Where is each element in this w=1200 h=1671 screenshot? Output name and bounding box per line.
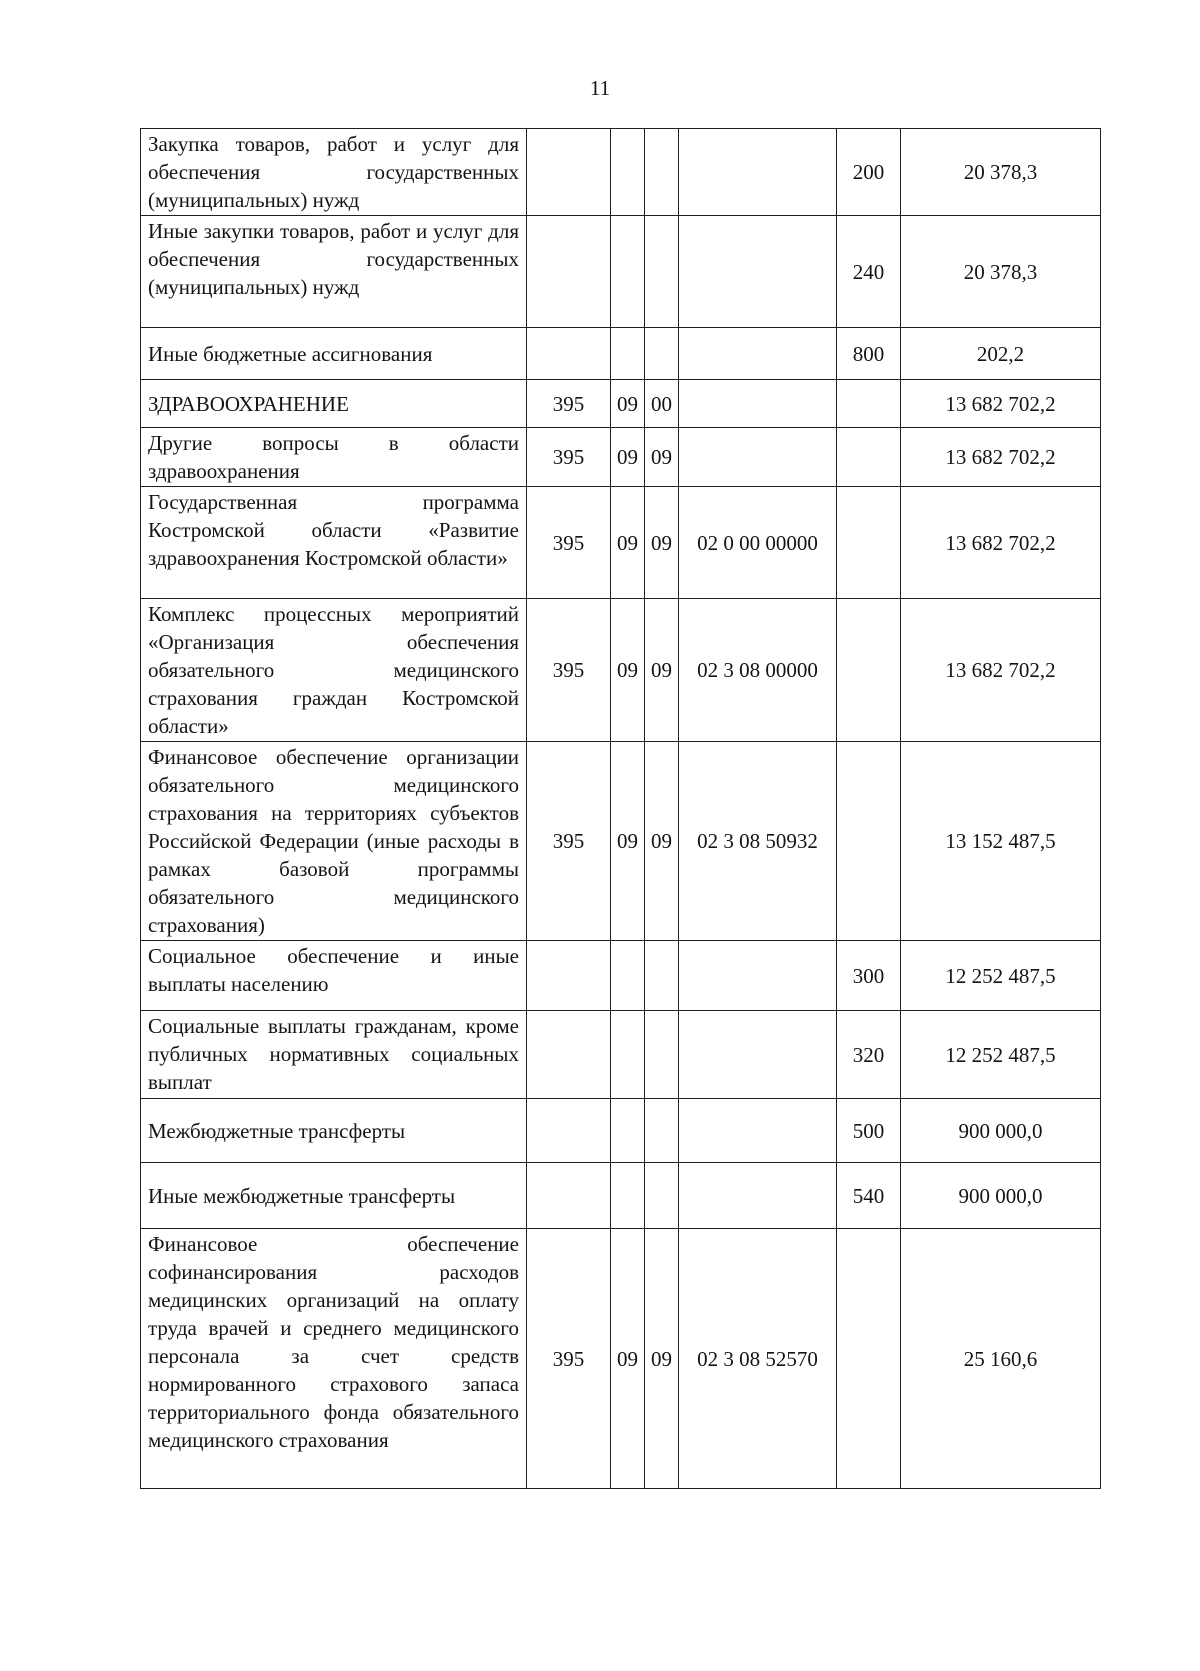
row-section (611, 1011, 645, 1099)
row-name: Государственная программа Костромской области «Развитие здравоохранения Костромской области» (141, 487, 527, 599)
row-expense-type: 800 (837, 328, 901, 380)
row-target-code: 02 3 08 00000 (679, 599, 837, 742)
row-target-code (679, 1099, 837, 1163)
row-section: 09 (611, 599, 645, 742)
row-target-code (679, 380, 837, 428)
row-expense-type: 200 (837, 129, 901, 216)
row-target-code (679, 1011, 837, 1099)
row-grbs: 395 (527, 487, 611, 599)
row-expense-type (837, 428, 901, 487)
row-section (611, 216, 645, 328)
table-row (141, 1163, 1101, 1229)
row-target-code (679, 428, 837, 487)
table-row (141, 1099, 1101, 1163)
row-section (611, 328, 645, 380)
row-section: 09 (611, 428, 645, 487)
row-subsection (645, 216, 679, 328)
table-row (141, 941, 1101, 1011)
row-sum: 900 000,0 (901, 1099, 1101, 1163)
row-target-code (679, 1163, 837, 1229)
row-grbs: 395 (527, 742, 611, 941)
row-expense-type: 500 (837, 1099, 901, 1163)
row-subsection (645, 1099, 679, 1163)
row-name: Иные межбюджетные трансферты (141, 1163, 527, 1229)
row-sum: 13 152 487,5 (901, 742, 1101, 941)
row-name: Комплекс процессных мероприятий «Организация обеспечения обязательного медицинского страхования граждан Костромской области» (141, 599, 527, 742)
row-sum: 25 160,6 (901, 1229, 1101, 1489)
row-target-code (679, 129, 837, 216)
table-row (141, 380, 1101, 428)
table-row (141, 742, 1101, 941)
table-row (141, 216, 1101, 328)
row-section: 09 (611, 1229, 645, 1489)
row-grbs (527, 216, 611, 328)
row-sum: 13 682 702,2 (901, 599, 1101, 742)
row-target-code (679, 216, 837, 328)
row-subsection: 00 (645, 380, 679, 428)
table-row (141, 1229, 1101, 1489)
row-target-code: 02 3 08 50932 (679, 742, 837, 941)
row-grbs (527, 129, 611, 216)
row-subsection: 09 (645, 1229, 679, 1489)
row-subsection: 09 (645, 599, 679, 742)
row-grbs (527, 1163, 611, 1229)
row-expense-type: 540 (837, 1163, 901, 1229)
row-grbs (527, 328, 611, 380)
row-section: 09 (611, 487, 645, 599)
row-sum: 12 252 487,5 (901, 941, 1101, 1011)
row-name: Межбюджетные трансферты (141, 1099, 527, 1163)
row-name: ЗДРАВООХРАНЕНИЕ (141, 380, 527, 428)
row-name: Другие вопросы в области здравоохранения (141, 428, 527, 487)
budget-table (140, 128, 1101, 1489)
row-section (611, 941, 645, 1011)
row-grbs (527, 1011, 611, 1099)
row-sum: 13 682 702,2 (901, 428, 1101, 487)
row-target-code (679, 328, 837, 380)
row-subsection: 09 (645, 428, 679, 487)
row-subsection: 09 (645, 742, 679, 941)
row-sum: 12 252 487,5 (901, 1011, 1101, 1099)
row-subsection (645, 328, 679, 380)
row-name: Социальное обеспечение и иные выплаты населению (141, 941, 527, 1011)
row-section: 09 (611, 380, 645, 428)
row-grbs: 395 (527, 428, 611, 487)
row-grbs: 395 (527, 1229, 611, 1489)
row-sum: 13 682 702,2 (901, 487, 1101, 599)
table-row (141, 487, 1101, 599)
row-sum: 202,2 (901, 328, 1101, 380)
table-row (141, 599, 1101, 742)
row-section (611, 1163, 645, 1229)
row-grbs (527, 1099, 611, 1163)
row-name: Закупка товаров, работ и услуг для обеспечения государственных (муниципальных) нужд (141, 129, 527, 216)
table-row (141, 328, 1101, 380)
row-sum: 13 682 702,2 (901, 380, 1101, 428)
row-section (611, 129, 645, 216)
row-target-code (679, 941, 837, 1011)
row-sum: 900 000,0 (901, 1163, 1101, 1229)
row-target-code: 02 3 08 52570 (679, 1229, 837, 1489)
row-sum: 20 378,3 (901, 129, 1101, 216)
row-target-code: 02 0 00 00000 (679, 487, 837, 599)
row-sum: 20 378,3 (901, 216, 1101, 328)
row-expense-type: 320 (837, 1011, 901, 1099)
row-expense-type (837, 487, 901, 599)
row-expense-type (837, 742, 901, 941)
row-subsection (645, 129, 679, 216)
row-name: Финансовое обеспечение организации обязательного медицинского страхования на территориях субъектов Российской Федерации (иные расходы в рамках базовой программы обязательного медицинского страхования) (141, 742, 527, 941)
table-row (141, 1011, 1101, 1099)
row-name: Иные закупки товаров, работ и услуг для обеспечения государственных (муниципальных) нужд (141, 216, 527, 328)
row-section: 09 (611, 742, 645, 941)
row-subsection (645, 1163, 679, 1229)
row-name: Иные бюджетные ассигнования (141, 328, 527, 380)
row-expense-type: 300 (837, 941, 901, 1011)
row-name: Финансовое обеспечение софинансирования расходов медицинских организаций на оплату труда врачей и среднего медицинского персонала за счет средств нормированного страхового запаса территориального фонда обязательного медицинского страхования (141, 1229, 527, 1489)
row-subsection: 09 (645, 487, 679, 599)
row-expense-type (837, 1229, 901, 1489)
row-name: Социальные выплаты гражданам, кроме публичных нормативных социальных выплат (141, 1011, 527, 1099)
table-row (141, 129, 1101, 216)
table-row (141, 428, 1101, 487)
row-subsection (645, 1011, 679, 1099)
row-expense-type (837, 380, 901, 428)
row-expense-type (837, 599, 901, 742)
row-section (611, 1099, 645, 1163)
page-number: 11 (589, 76, 611, 100)
row-subsection (645, 941, 679, 1011)
budget-table-body (141, 129, 1101, 1489)
row-expense-type: 240 (837, 216, 901, 328)
row-grbs (527, 941, 611, 1011)
row-grbs: 395 (527, 599, 611, 742)
row-grbs: 395 (527, 380, 611, 428)
